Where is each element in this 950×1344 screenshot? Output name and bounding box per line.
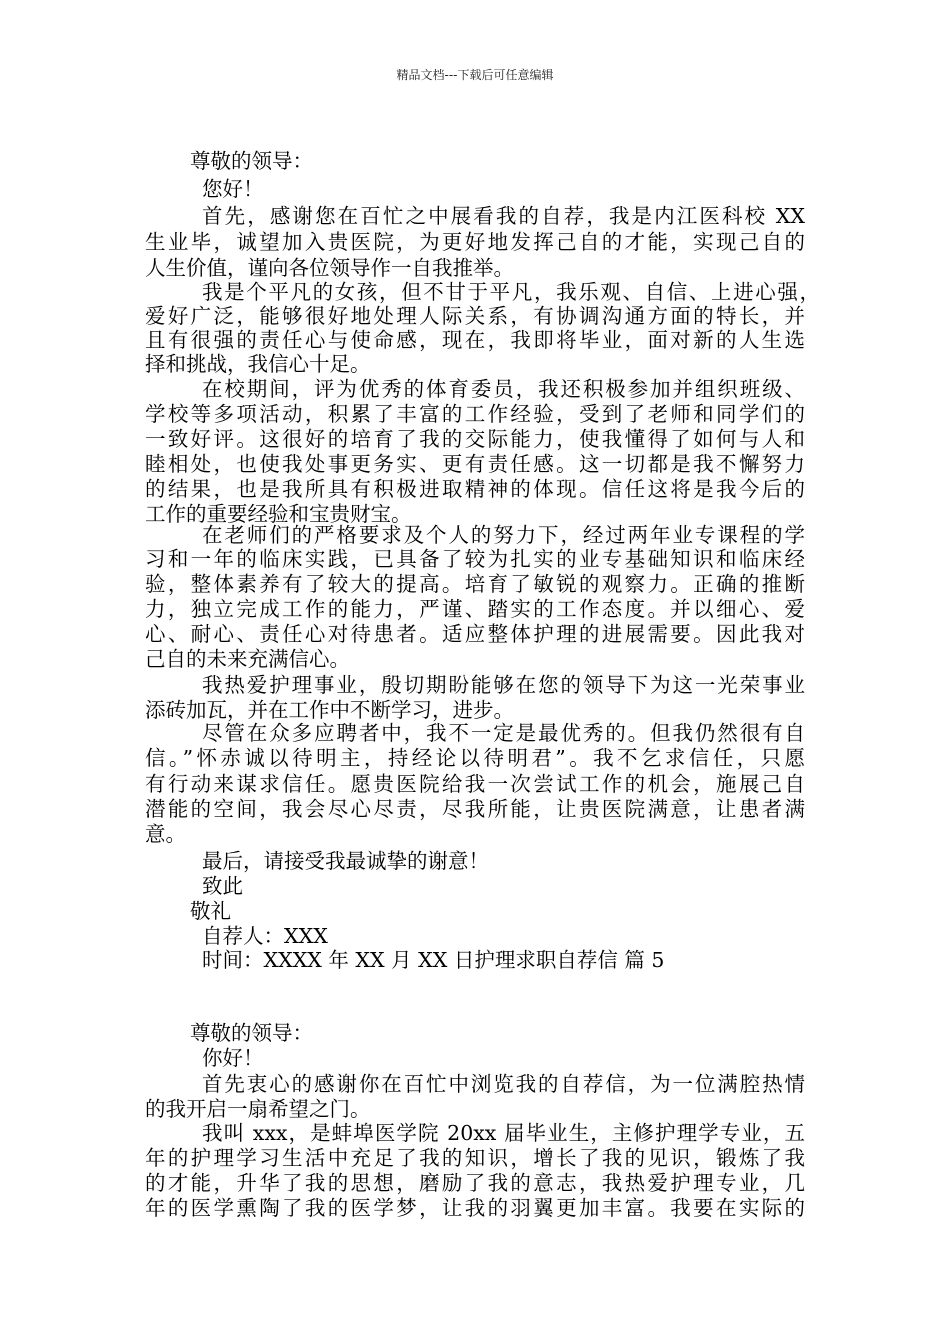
- l1-p6-line: 有行动来谋求信任。愿贵医院给我一次尝试工作的机会，施展己自: [145, 772, 805, 796]
- l1-p3-line: 睦相处，也使我处事更务实、更有责任感。这一切都是我不懈努力: [145, 452, 805, 476]
- l1-p2-line: 我是个平凡的女孩，但不甘于平凡，我乐观、自信、上进心强，: [202, 280, 820, 304]
- l1-p1-line: 人生价值，谨向各位领导作一自我推举。: [145, 256, 514, 280]
- l1-p1-line: 首先，感谢您在百忙之中展看我的自荐，我是内江医科校 XX: [202, 204, 805, 228]
- l2-p2-line: 年的护理学习生活中充足了我的知识，增长了我的见识，锻炼了我: [145, 1146, 805, 1170]
- greeting-1: 您好！: [202, 177, 264, 201]
- l1-p4-line: 在老师们的严格要求及个人的努力下，经过两年业专课程的学: [202, 523, 805, 547]
- l1-p6-line: 潜能的空间，我会尽心尽责，尽我所能，让贵医院满意，让患者满: [145, 797, 805, 821]
- l1-p4-line: 习和一年的临床实践，已具备了较为扎实的业专基础知识和临床经: [145, 547, 805, 571]
- l1-p3-line: 学校等多项活动，积累了丰富的工作经验，受到了老师和同学们的: [145, 402, 805, 426]
- l2-p2-line: 的才能，升华了我的思想，磨励了我的意志，我热爱护理专业，几: [145, 1171, 805, 1195]
- jingli-1: 敬礼: [190, 899, 231, 923]
- l1-p6-line: 尽管在众多应聘者中，我不一定是最优秀的。但我仍然很有自: [202, 721, 805, 745]
- l1-p5-line: 我热爱护理事业，殷切期盼能够在您的领导下为这一光荣事业: [202, 673, 805, 697]
- l1-p4-line: 验，整体素养有了较大的提高。培育了敏锐的观察力。正确的推断: [145, 572, 805, 596]
- l1-p3-line: 在校期间，评为优秀的体育委员，我还积极参加并组织班级、: [202, 377, 805, 401]
- signer-1: 自荐人：XXX: [202, 924, 328, 948]
- salutation-2: 尊敬的领导：: [190, 1021, 313, 1045]
- l1-p6-line: 信。”怀赤诚以待明主，持经论以待明君”。我不乞求信任，只愿: [145, 746, 805, 770]
- closing-1: 最后，请接受我最诚挚的谢意！: [202, 849, 489, 873]
- salutation-1: 尊敬的领导：: [190, 149, 313, 173]
- l1-p6-line: 意。: [145, 822, 186, 846]
- l2-p1-line: 的我开启一扇希望之门。: [145, 1097, 371, 1121]
- l1-p2-line: 且有很强的责任心与使命感，现在，我即将毕业，面对新的人生选: [145, 328, 805, 352]
- l1-p3-line: 工作的重要经验和宝贵财宝。: [145, 502, 412, 526]
- zhici-1: 致此: [202, 874, 243, 898]
- l1-p2-line: 择和挑战，我信心十足。: [145, 352, 371, 376]
- l1-p4-line: 心、耐心、责任心对待患者。适应整体护理的进展需要。因此我对: [145, 622, 805, 646]
- l2-p2-line: 我叫 xxx，是蚌埠医学院 20xx 届毕业生，主修护理学专业，五: [202, 1121, 805, 1145]
- l1-p5-line: 添砖加瓦，并在工作中不断学习，进步。: [145, 698, 514, 722]
- l2-p1-line: 首先衷心的感谢你在百忙中浏览我的自荐信，为一位满腔热情: [202, 1072, 805, 1096]
- greeting-2: 你好！: [202, 1046, 264, 1070]
- l1-p3-line: 的结果，也是我所具有积极进取精神的体现。信任这将是我今后的: [145, 477, 805, 501]
- l2-p2-line: 年的医学熏陶了我的医学梦，让我的羽翼更加丰富。我要在实际的: [145, 1196, 805, 1220]
- l1-p3-line: 一致好评。这很好的培育了我的交际能力，使我懂得了如何与人和: [145, 427, 805, 451]
- time-1: 时间：XXXX 年 XX 月 XX 日护理求职自荐信 篇 5: [202, 948, 665, 972]
- l1-p4-line: 己自的未来充满信心。: [145, 647, 350, 671]
- l1-p2-line: 爱好广泛，能够很好地处理人际关系，有协调沟通方面的特长，并: [145, 304, 805, 328]
- l1-p4-line: 力，独立完成工作的能力，严谨、踏实的工作态度。并以细心、爱: [145, 597, 805, 621]
- l1-p1-line: 生业毕，诚望加入贵医院，为更好地发挥己自的才能，实现己自的: [145, 230, 805, 254]
- page-header: 精品文档---下载后可任意编辑: [396, 68, 554, 82]
